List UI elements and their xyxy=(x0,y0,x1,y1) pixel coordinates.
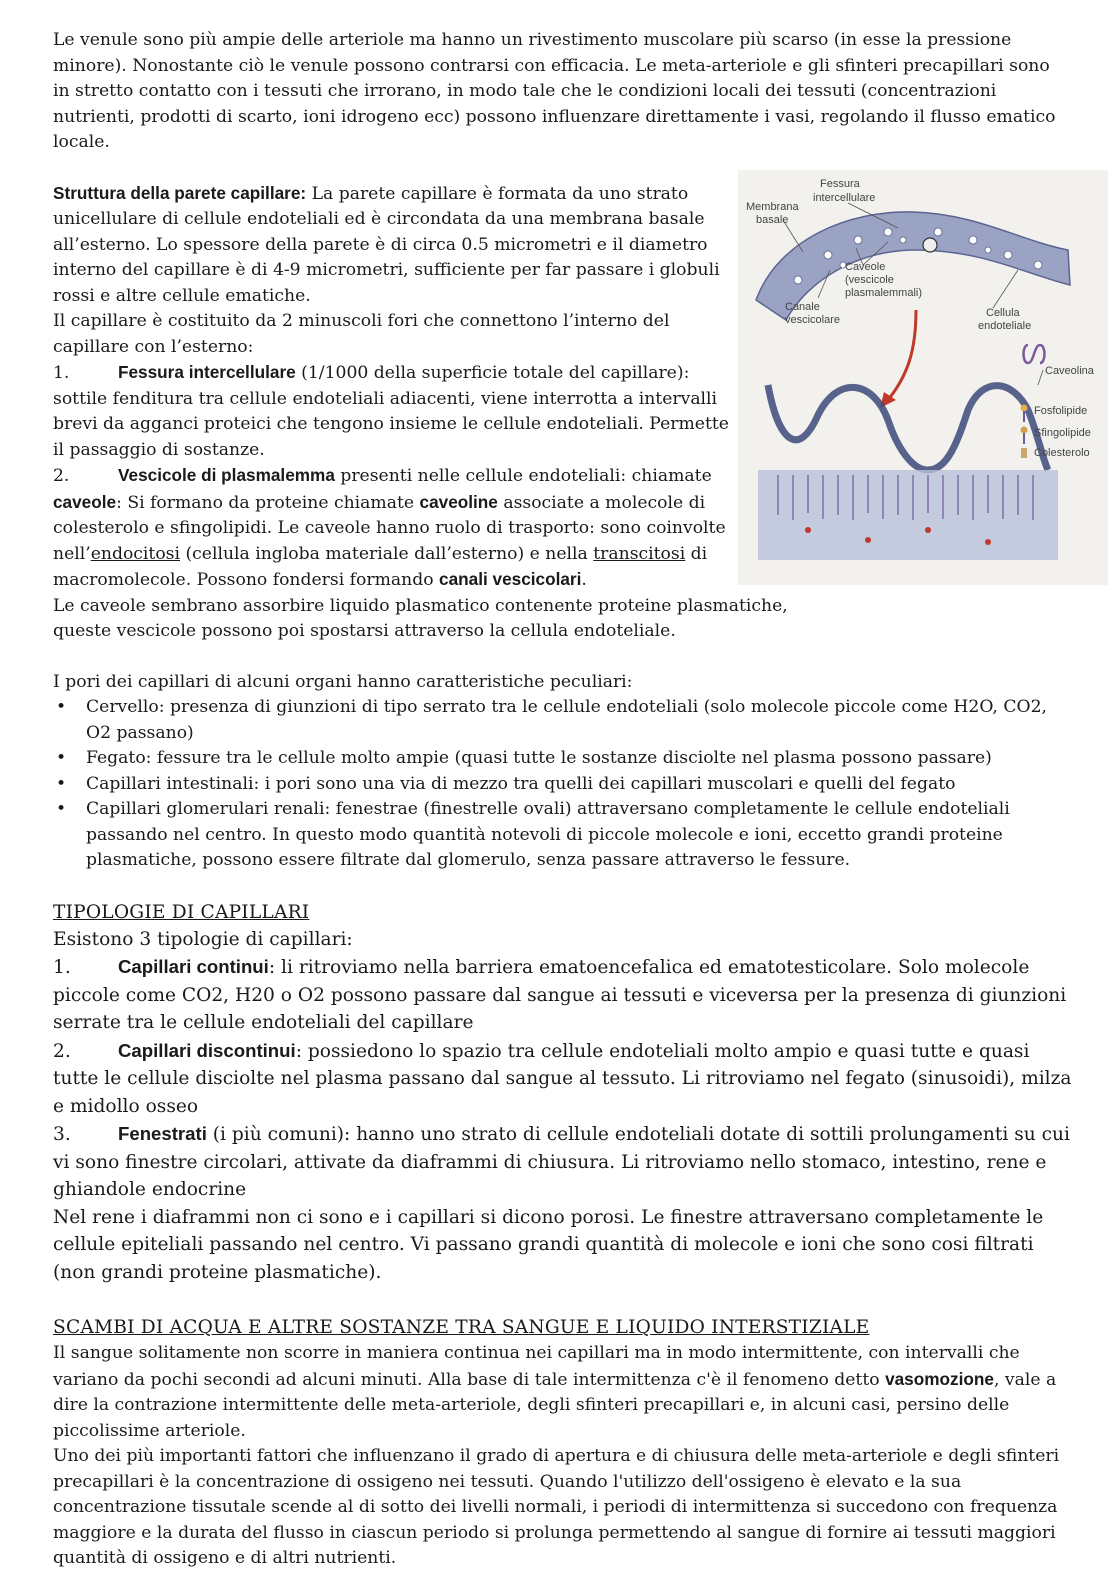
vescicole-text: presenti nelle cellule endoteliali: chiamate xyxy=(334,466,712,486)
capillary-diagram xyxy=(738,170,1108,585)
struttura-item-2 xyxy=(53,463,733,594)
canali-term: canali vescicolari xyxy=(439,569,582,589)
membrane-base xyxy=(758,470,1058,560)
struttura-text: La parete capillare è formata da uno strato unicellulare di cellule endoteliali ed è circondata da una membrana basale all’esterno. Lo spessore della parete è di circa 0.5 micrometri e il diametro interno del capillare è di 4-9 micrometri, sufficiente per far passare i globuli rossi e altre cellule ematiche. xyxy=(53,183,720,306)
label-fessura: Fessura xyxy=(820,178,860,190)
struttura-item-1 xyxy=(53,360,733,463)
item-number: 3. xyxy=(53,1124,71,1145)
label-sfingolipide: Sfingolipide xyxy=(1034,427,1091,439)
vasomozione-term: vasomozione xyxy=(885,1368,994,1389)
scambi-heading: SCAMBI DI ACQUA E ALTRE SOSTANZE TRA SANGUE E LIQUIDO INTERSTIZIALE xyxy=(53,1317,870,1338)
tipologia-term: Capillari discontinui xyxy=(118,1039,296,1061)
struttura-section xyxy=(53,181,733,594)
caveole-term: caveole xyxy=(53,491,117,512)
item-number: 1. xyxy=(53,957,71,978)
transcitosi-term: transcitosi xyxy=(593,543,686,564)
label-colesterolo: Colesterolo xyxy=(1034,447,1090,459)
vescicole-text: : Si formano da proteine chiamate xyxy=(116,492,420,513)
caveole-paragraph: Le caveole sembrano assorbire liquido plasmatico contenente proteine plasmatiche, queste vescicole possono poi spostarsi attraverso la cellula endoteliale. xyxy=(53,595,788,641)
fessura-term: Fessura intercellulare xyxy=(118,362,296,382)
membrane-invagination xyxy=(768,385,1048,470)
scambi-paragraph-1 xyxy=(53,1341,1073,1444)
tipologie-section xyxy=(53,899,1078,1287)
list-item: • Capillari glomerulari renali: fenestrae (finestrelle ovali) attraversano completamente le cellule endoteliali passando nel centro. In questo modo quantità notevoli di piccole molecole e ioni, eccetto grandi proteine plasmatiche, possono essere filtrate dal glomerulo, senza passare attraverso le fessure. xyxy=(53,797,1073,874)
caveoline-term: caveoline xyxy=(419,491,498,512)
tipologia-item-3 xyxy=(53,1120,1078,1204)
label-caveole: plasmalemmali) xyxy=(845,287,923,299)
tipologie-intro: Esistono 3 tipologie di capillari: xyxy=(53,928,353,950)
endocitosi-term: endocitosi xyxy=(90,543,180,564)
scambi-paragraph-2: Uno dei più importanti fattori che influenzano il grado di apertura e di chiusura delle meta-arteriole e degli sfinteri precapillari è la concentrazione di ossigeno nei tessuti. Quando l'utilizzo dell'ossigeno è elevato e la sua concentrazione tissutale scende al di sotto dei livelli normali, i periodi di intermittenza si succedono con frequenza maggiore e la durata del flusso in ciascun periodo si prolunga permettendo al sangue di fornire ai tessuti maggiori quantità di ossigeno e di altri nutrienti. xyxy=(53,1446,1060,1568)
vescicole-text: associate a molecole di colesterolo e sfingolipidi. Le caveole hanno ruolo di trasporto: sono coinvolte nell’ xyxy=(53,492,726,564)
vescicole-text: (cellula ingloba materiale dall’esterno) e nella xyxy=(180,543,594,564)
label-caveole: (vescicole xyxy=(845,274,894,286)
tipologia-term: Capillari continui xyxy=(118,956,269,977)
pori-organi-intro: I pori dei capillari di alcuni organi hanno caratteristiche peculiari: xyxy=(53,671,633,692)
tipologia-text: : li ritroviamo nella barriera ematoencefalica ed ematotesticolare. Solo molecole piccole come CO2, H20 o O2 possono passare dal sangue ai tessuti e viceversa per la presenza di giunzioni serrate tra le cellule endoteliali del capillare xyxy=(53,957,1067,1033)
list-item: • Capillari intestinali: i pori sono una via di mezzo tra quelli dei capillari muscolari e quelli del fegato xyxy=(53,772,1073,798)
tipologia-item-1 xyxy=(53,953,1078,1037)
label-canale: Canale xyxy=(785,301,820,313)
rene-paragraph: Nel rene i diaframmi non ci sono e i capillari si dicono porosi. Le finestre attraversano completamente le cellule epiteliali passando nel centro. Vi passano grandi quantità di molecole e ioni che sono cosi filtrati (non grandi proteine plasmatiche). xyxy=(53,1206,1044,1283)
pori-organi-section xyxy=(53,670,1073,874)
arrow-icon xyxy=(888,310,916,400)
item-number: 2. xyxy=(53,1040,71,1062)
list-item: • Cervello: presenza di giunzioni di tipo serrato tra le cellule endoteliali (solo molecole piccole come H2O, CO2, O2 passano) xyxy=(53,695,1073,746)
item-number: 2. xyxy=(53,466,70,486)
capillary-wall-figure xyxy=(738,170,1108,585)
label-canale: vescicolare xyxy=(785,314,841,326)
label-cellula: Cellula xyxy=(986,307,1020,319)
scambi-text: , vale a dire la contrazione intermittente delle meta-arteriole, degli sfinteri precapillari e, in alcuni casi, persino delle piccolissime arteriole. xyxy=(53,1369,1057,1441)
fessura-text: (1/1000 della superficie totale del capillare): sottile fenditura tra cellule endoteliali adiacenti, viene interrotta a intervalli brevi da agganci proteici che tengono insieme le cellule endoteliali. Permette il passaggio di sostanze. xyxy=(53,363,729,460)
list-item: • Fegato: fessure tra le cellule molto ampie (quasi tutte le sostanze disciolte nel plasma possono passare) xyxy=(53,746,1073,772)
label-caveole: Caveole xyxy=(845,261,886,273)
struttura-title: Struttura della parete capillare: xyxy=(53,182,307,203)
item-number: 1. xyxy=(53,363,70,383)
label-membrana: Membrana xyxy=(746,201,799,213)
label-fessura: intercellulare xyxy=(813,192,876,204)
scambi-text: Il sangue solitamente non scorre in maniera continua nei capillari ma in modo intermittente, con intervalli che variano da pochi secondi ad alcuni minuti. Alla base di tale intermittenza c'è il fenomeno detto xyxy=(53,1343,1020,1390)
caveolina-icon xyxy=(1024,345,1045,363)
label-membrana: basale xyxy=(756,214,789,226)
vescicole-term: Vescicole di plasmalemma xyxy=(118,465,335,485)
label-fosfolipide: Fosfolipide xyxy=(1034,405,1088,417)
tipologia-item-2 xyxy=(53,1037,1078,1121)
label-caveolina: Caveolina xyxy=(1045,365,1094,377)
tipologia-text: : possiedono lo spazio tra cellule endoteliali molto ampio e quasi tutte e quasi tutte le cellule disciolte nel plasma passano dal sangue al tessuto. Li ritroviamo nel fegato (sinusoidi), milza e midollo osseo xyxy=(53,1040,1072,1117)
label-cellula: endoteliale xyxy=(978,320,1032,332)
tipologia-term: Fenestrati xyxy=(118,1123,207,1144)
pori-organi-list xyxy=(53,695,1073,874)
vescicole-text: . xyxy=(581,570,587,590)
pori-intro: Il capillare è costituito da 2 minuscoli fori che connettono l’interno del capillare con l’esterno: xyxy=(53,311,670,357)
scambi-section xyxy=(53,1314,1073,1572)
tipologia-text: (i più comuni): hanno uno strato di cellule endoteliali dotate di sottili prolungamenti su cui vi sono finestre circolari, attivate da diaframmi di chiusura. Li ritroviamo nello stomaco, intestino, rene e ghiandole endocrine xyxy=(53,1124,1070,1200)
intro-paragraph: Le venule sono più ampie delle arteriole ma hanno un rivestimento muscolare più scarso (in esse la pressione minore). Nonostante ciò le venule possono contrarsi con efficacia. Le meta-arteriole e gli sfinteri precapillari sono in stretto contatto con i tessuti che irrorano, in modo tale che le condizioni locali dei tessuti (concentrazioni nutrienti, prodotti di scarto, ioni idrogeno ecc) possono influenzare direttamente i vasi, regolando il flusso ematico locale. xyxy=(53,30,1056,152)
tipologie-heading: TIPOLOGIE DI CAPILLARI xyxy=(53,901,310,923)
vescicole-text: di macromolecole. Possono fondersi formando xyxy=(53,543,708,590)
caveola-icon xyxy=(923,238,937,252)
